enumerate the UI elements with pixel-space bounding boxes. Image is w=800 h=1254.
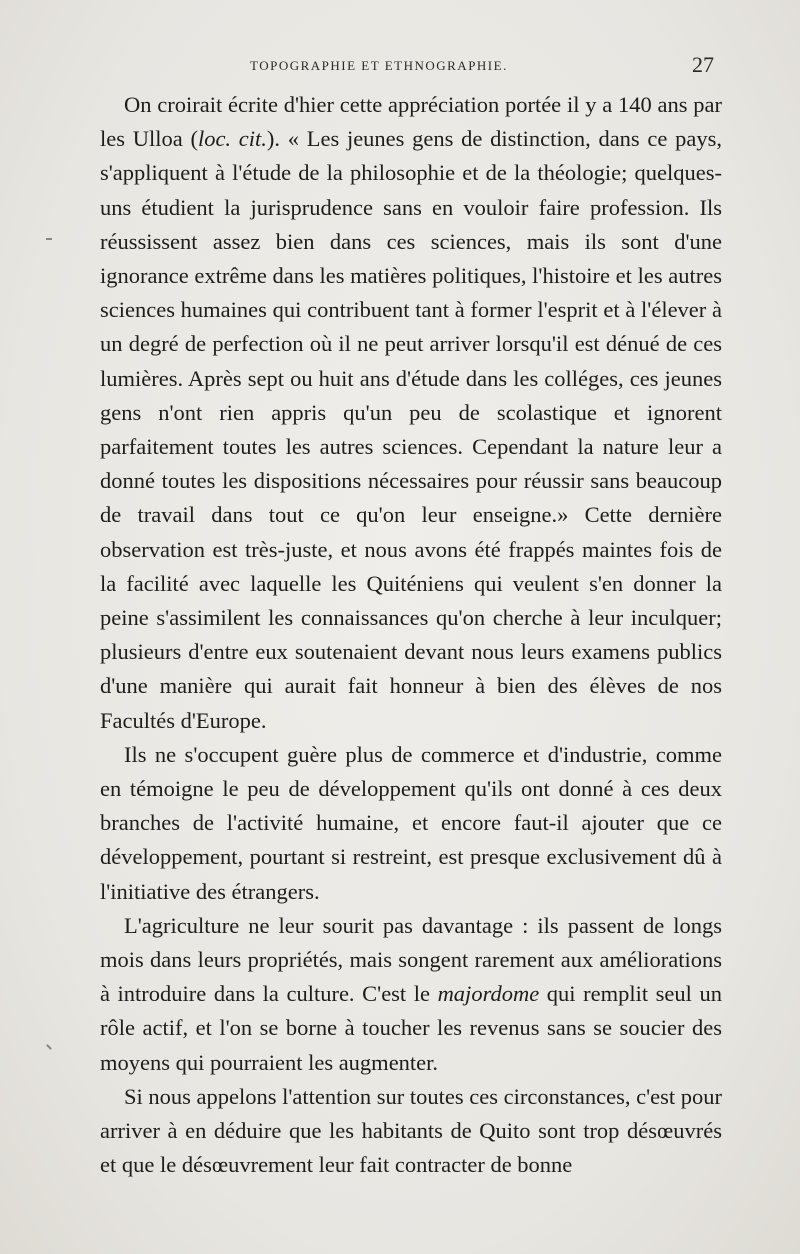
- paragraph-2: [100, 738, 722, 909]
- paragraph-3-text-b: qui remplit seul un rôle actif, et l'on se borne à toucher les revenus sans se soucier des moyens qui pourraient les augmenter.: [100, 981, 722, 1075]
- paragraph-2-text: Ils ne s'occupent guère plus de commerce et d'industrie, comme en témoigne le peu de développement qu'ils ont donné à ces deux branches de l'activité humaine, et encore faut-il ajouter que ce développement, pourtant si restreint, est presque exclusivement dû à l'initiative des étrangers.: [100, 741, 722, 904]
- paragraph-1: [100, 88, 722, 738]
- paragraph-1-italic: loc. cit.: [197, 126, 267, 152]
- paragraph-3: [100, 909, 722, 1080]
- paragraph-4-text: Si nous appelons l'attention sur toutes ces circonstances, c'est pour arriver à en déduire que les habitants de Quito sont trop désœuvrés et que le désœuvrement leur fait contracter de bonne: [100, 1083, 722, 1178]
- margin-mark: [46, 1044, 52, 1050]
- running-head: TOPOGRAPHIE ET ETHNOGRAPHIE.: [250, 58, 508, 73]
- body-text: [100, 88, 722, 1183]
- paragraph-4: [100, 1080, 722, 1183]
- page-header: [100, 52, 720, 80]
- page-number: 27: [692, 52, 714, 77]
- paragraph-1-text-a: On croirait écrite d'hier cette appréciation portée il y a 140 ans par les Ulloa (: [100, 92, 722, 152]
- paragraph-3-italic: majordome: [437, 981, 540, 1007]
- paragraph-1-text-b: ). « Les jeunes gens de distinction, dans ce pays, s'appliquent à l'étude de la philosophie et de la théologie; quelques-uns étudient la jurisprudence sans en vouloir faire profession. Ils réussissent assez bien dans ces sciences, mais ils sont d'une ignorance extrême dans les matières politiques, l'histoire et les autres sciences humaines qui contribuent tant à former l'esprit et à l'élever à un degré de perfection où il ne peut arriver lorsqu'il est dénué de ces lumières. Après sept ou huit ans d'étude dans les colléges, ces jeunes gens n'ont rien appris qu'un peu de scolastique et ignorent parfaitement toutes les autres sciences. Cependant la nature leur a donné toutes les dispositions nécessaires pour réussir sans beaucoup de travail dans tout ce qu'on leur enseigne.» Cette dernière observation est très-juste, et nous avons été frappés maintes fois de la facilité avec laquelle les Quiténiens qui veulent s'en donner la peine s'assimilent les connaissances qu'on cherche à leur inculquer; plusieurs d'entre eux soutenaient devant nous leurs examens publics d'une manière qui aurait fait honneur à bien des élèves de nos Facultés d'Europe.: [100, 126, 722, 733]
- paragraph-3-text-a: L'agriculture ne leur sourit pas davantage : ils passent de longs mois dans leurs propriétés, mais songent rarement aux améliorations à introduire dans la culture. C'est le: [100, 912, 722, 1007]
- margin-mark: [46, 238, 52, 240]
